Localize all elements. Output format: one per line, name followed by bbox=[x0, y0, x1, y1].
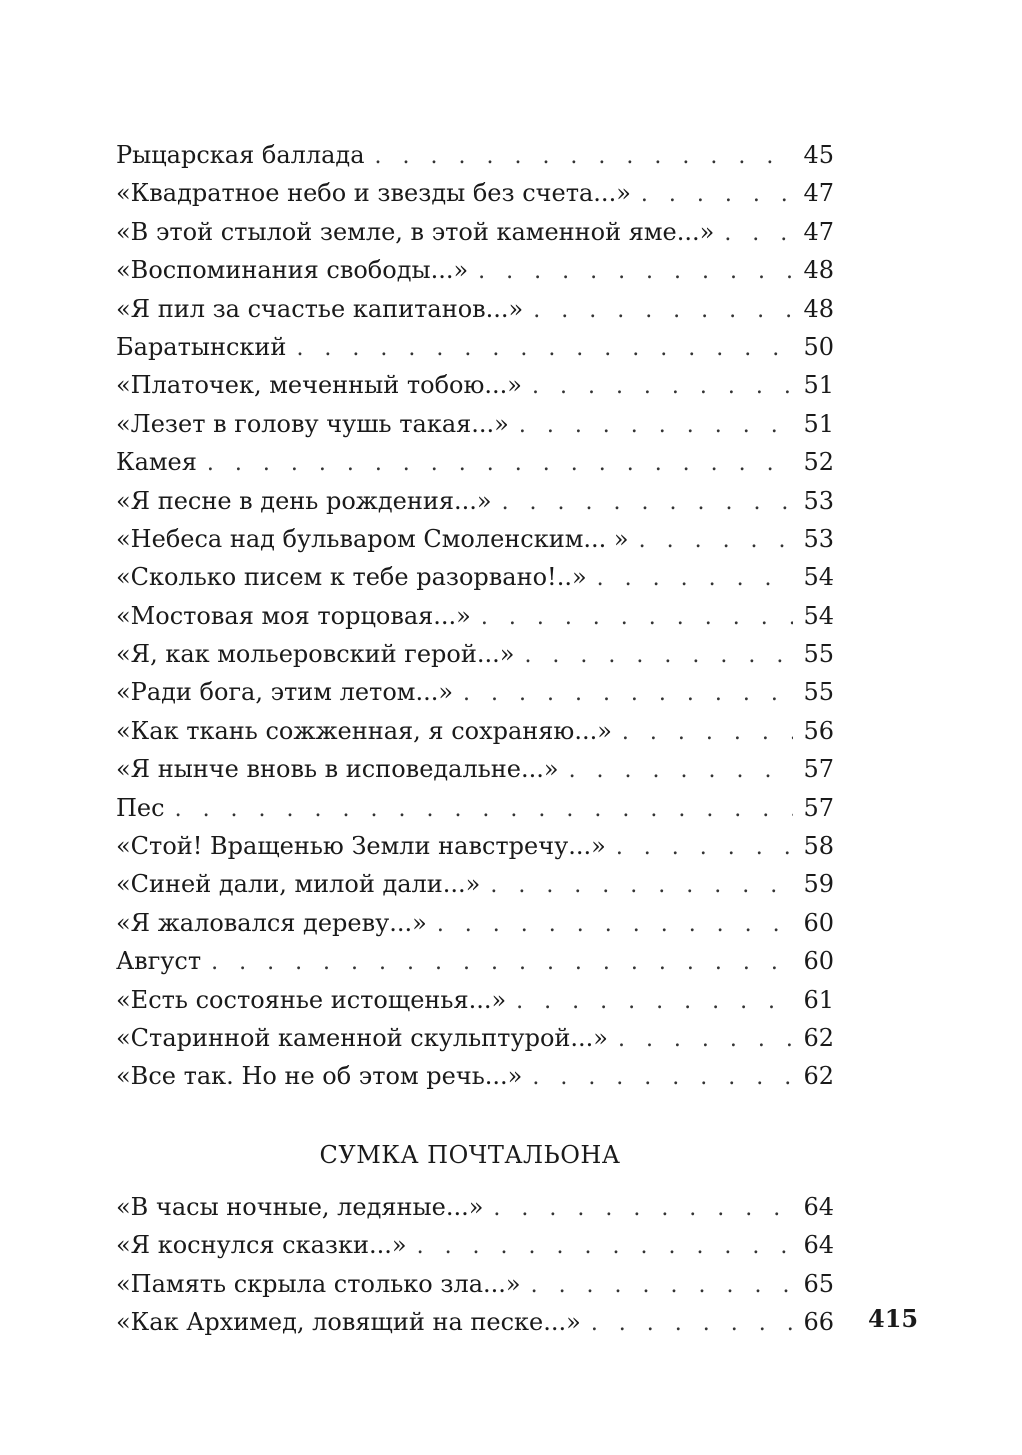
toc-entry-page: 54 bbox=[803, 601, 834, 630]
toc-entry-title: «Ради бога, этим летом...» bbox=[116, 678, 454, 707]
toc-entry-title: «Небеса над бульваром Смоленским... » bbox=[116, 524, 629, 553]
toc-entry bbox=[116, 174, 834, 212]
toc-entry-title: Август bbox=[116, 947, 202, 976]
toc-entry-title: «Платочек, меченный тобою...» bbox=[116, 371, 522, 400]
toc-entry-title: Рыцарская баллада bbox=[116, 141, 365, 169]
toc-entry-title: «Память скрыла столько зла...» bbox=[116, 1269, 521, 1298]
toc-entry-title: «Я, как мольеровский герой...» bbox=[116, 640, 515, 669]
toc-dot-leader bbox=[519, 407, 794, 445]
toc-entry-title: «Синей дали, милой дали...» bbox=[116, 870, 481, 899]
toc-entry-title: Баратынский bbox=[116, 332, 287, 361]
toc-entry-page: 50 bbox=[803, 332, 834, 361]
toc-entry bbox=[116, 251, 834, 289]
toc-dot-leader bbox=[375, 138, 794, 176]
toc-entry-page: 52 bbox=[803, 448, 834, 477]
toc-entry bbox=[116, 405, 834, 443]
toc-entry-page: 60 bbox=[803, 908, 834, 937]
section-heading: СУМКА ПОЧТАЛЬОНА bbox=[319, 1141, 621, 1169]
toc-entry-page: 53 bbox=[803, 524, 834, 553]
toc-entry-title: «Я нынче вновь в исповедальне...» bbox=[116, 755, 559, 784]
toc-entry-page: 62 bbox=[803, 1062, 834, 1091]
toc-entry-page: 45 bbox=[803, 141, 834, 169]
toc-entry-page: 60 bbox=[803, 947, 834, 976]
toc-entry-page: 54 bbox=[803, 563, 834, 592]
toc-dot-leader bbox=[616, 829, 794, 867]
toc-entry-page: 55 bbox=[803, 640, 834, 669]
toc-entry-page: 58 bbox=[803, 832, 834, 861]
toc-dot-leader bbox=[175, 791, 794, 829]
toc-entry-title: «Стой! Вращенью Земли навстречу...» bbox=[116, 832, 606, 861]
toc-entry-title: Камея bbox=[116, 448, 197, 477]
toc-entry-title: «Сколько писем к тебе разорвано!..» bbox=[116, 563, 587, 592]
toc-entry-title: «Лезет в голову чушь такая...» bbox=[116, 409, 509, 438]
toc-entry-page: 57 bbox=[803, 793, 834, 822]
toc-list-part-1 bbox=[116, 136, 834, 1096]
toc-dot-leader bbox=[533, 292, 793, 330]
toc-entry bbox=[116, 366, 834, 404]
toc-entry-title: «Я жаловался дереву...» bbox=[116, 908, 427, 937]
page-number: 415 bbox=[868, 1304, 919, 1333]
toc-entry bbox=[116, 1265, 834, 1303]
toc-dot-leader bbox=[591, 1305, 794, 1343]
toc-entry bbox=[116, 290, 834, 328]
toc-entry-page: 53 bbox=[803, 486, 834, 515]
toc-dot-leader bbox=[481, 599, 794, 637]
toc-entry-page: 61 bbox=[803, 985, 834, 1014]
toc-dot-leader bbox=[493, 1190, 793, 1228]
toc-entry bbox=[116, 712, 834, 750]
toc-entry-page: 51 bbox=[803, 371, 834, 400]
toc-entry-title: Пес bbox=[116, 793, 165, 822]
toc-entry-title: «Я песне в день рождения...» bbox=[116, 486, 492, 515]
toc-entry bbox=[116, 558, 834, 596]
toc-dot-leader bbox=[502, 484, 794, 522]
toc-entry-title: «Воспоминания свободы...» bbox=[116, 256, 469, 285]
toc-entry bbox=[116, 1057, 834, 1095]
toc-entry-title: «Как Архимед, ловящий на песке...» bbox=[116, 1308, 581, 1337]
toc-entry-page: 48 bbox=[803, 256, 834, 285]
toc-entry bbox=[116, 1019, 834, 1057]
toc-dot-leader bbox=[516, 983, 793, 1021]
toc-dot-leader bbox=[618, 1021, 794, 1059]
toc-dot-leader bbox=[207, 445, 794, 483]
toc-dot-leader bbox=[724, 215, 793, 253]
toc-entry-page: 64 bbox=[803, 1193, 834, 1221]
toc-dot-leader bbox=[532, 1059, 793, 1097]
toc-entry-title: «Как ткань сожженная, я сохраняю...» bbox=[116, 716, 612, 745]
toc-entry bbox=[116, 827, 834, 865]
toc-entry bbox=[116, 136, 834, 174]
toc-entry-page: 48 bbox=[803, 294, 834, 323]
toc-dot-leader bbox=[622, 714, 794, 752]
toc-entry-title: «Старинной каменной скульптурой...» bbox=[116, 1023, 608, 1052]
toc-dot-leader bbox=[597, 560, 794, 598]
toc-entry bbox=[116, 942, 834, 980]
toc-entry-title: «Мостовая моя торцовая...» bbox=[116, 601, 471, 630]
toc-entry-page: 57 bbox=[803, 755, 834, 784]
toc-list-part-2 bbox=[116, 1188, 834, 1342]
toc-dot-leader bbox=[417, 1228, 794, 1266]
toc-entry-title: «Я пил за счастье капитанов...» bbox=[116, 294, 524, 323]
toc-entry-page: 47 bbox=[803, 179, 834, 208]
toc-entry bbox=[116, 443, 834, 481]
toc-entry bbox=[116, 597, 834, 635]
toc-entry-page: 62 bbox=[803, 1023, 834, 1052]
toc-entry-page: 51 bbox=[803, 409, 834, 438]
toc-dot-leader bbox=[641, 176, 794, 214]
toc-entry bbox=[116, 482, 834, 520]
toc-entry bbox=[116, 1226, 834, 1264]
toc-entry-page: 55 bbox=[803, 678, 834, 707]
toc-entry-page: 65 bbox=[803, 1269, 834, 1298]
toc-entry bbox=[116, 904, 834, 942]
toc-entry bbox=[116, 1188, 834, 1226]
toc-entry-page: 59 bbox=[803, 870, 834, 899]
toc-dot-leader bbox=[490, 867, 793, 905]
toc-entry bbox=[116, 635, 834, 673]
toc-dot-leader bbox=[639, 522, 794, 560]
toc-entry bbox=[116, 328, 834, 366]
toc-entry-title: «Есть состоянье истощенья...» bbox=[116, 985, 507, 1014]
toc-dot-leader bbox=[532, 368, 793, 406]
toc-entry bbox=[116, 673, 834, 711]
toc-dot-leader bbox=[211, 944, 793, 982]
toc-dot-leader bbox=[569, 752, 794, 790]
toc-dot-leader bbox=[524, 637, 793, 675]
toc-entry-page: 64 bbox=[803, 1231, 834, 1260]
toc-dot-leader bbox=[296, 330, 793, 368]
toc-entry bbox=[116, 865, 834, 903]
toc-entry bbox=[116, 789, 834, 827]
toc-entry-title: «В этой стылой земле, в этой каменной яме...» bbox=[116, 217, 715, 246]
toc-entry bbox=[116, 750, 834, 788]
toc-entry bbox=[116, 1303, 834, 1341]
toc-entry-page: 56 bbox=[803, 716, 834, 745]
toc-entry-title: «В часы ночные, ледяные...» bbox=[116, 1193, 484, 1221]
toc-entry-page: 66 bbox=[803, 1308, 834, 1337]
toc-entry-page: 47 bbox=[803, 217, 834, 246]
toc-dot-leader bbox=[463, 675, 793, 713]
toc-entry-title: «Все так. Но не об этом речь...» bbox=[116, 1062, 523, 1091]
toc-dot-leader bbox=[437, 906, 794, 944]
toc-entry bbox=[116, 520, 834, 558]
toc-entry-title: «Я коснулся сказки...» bbox=[116, 1231, 407, 1260]
toc-entry-title: «Квадратное небо и звезды без счета...» bbox=[116, 179, 631, 208]
toc-entry bbox=[116, 981, 834, 1019]
toc-dot-leader bbox=[531, 1267, 794, 1305]
toc-dot-leader bbox=[478, 253, 793, 291]
toc-entry bbox=[116, 213, 834, 251]
